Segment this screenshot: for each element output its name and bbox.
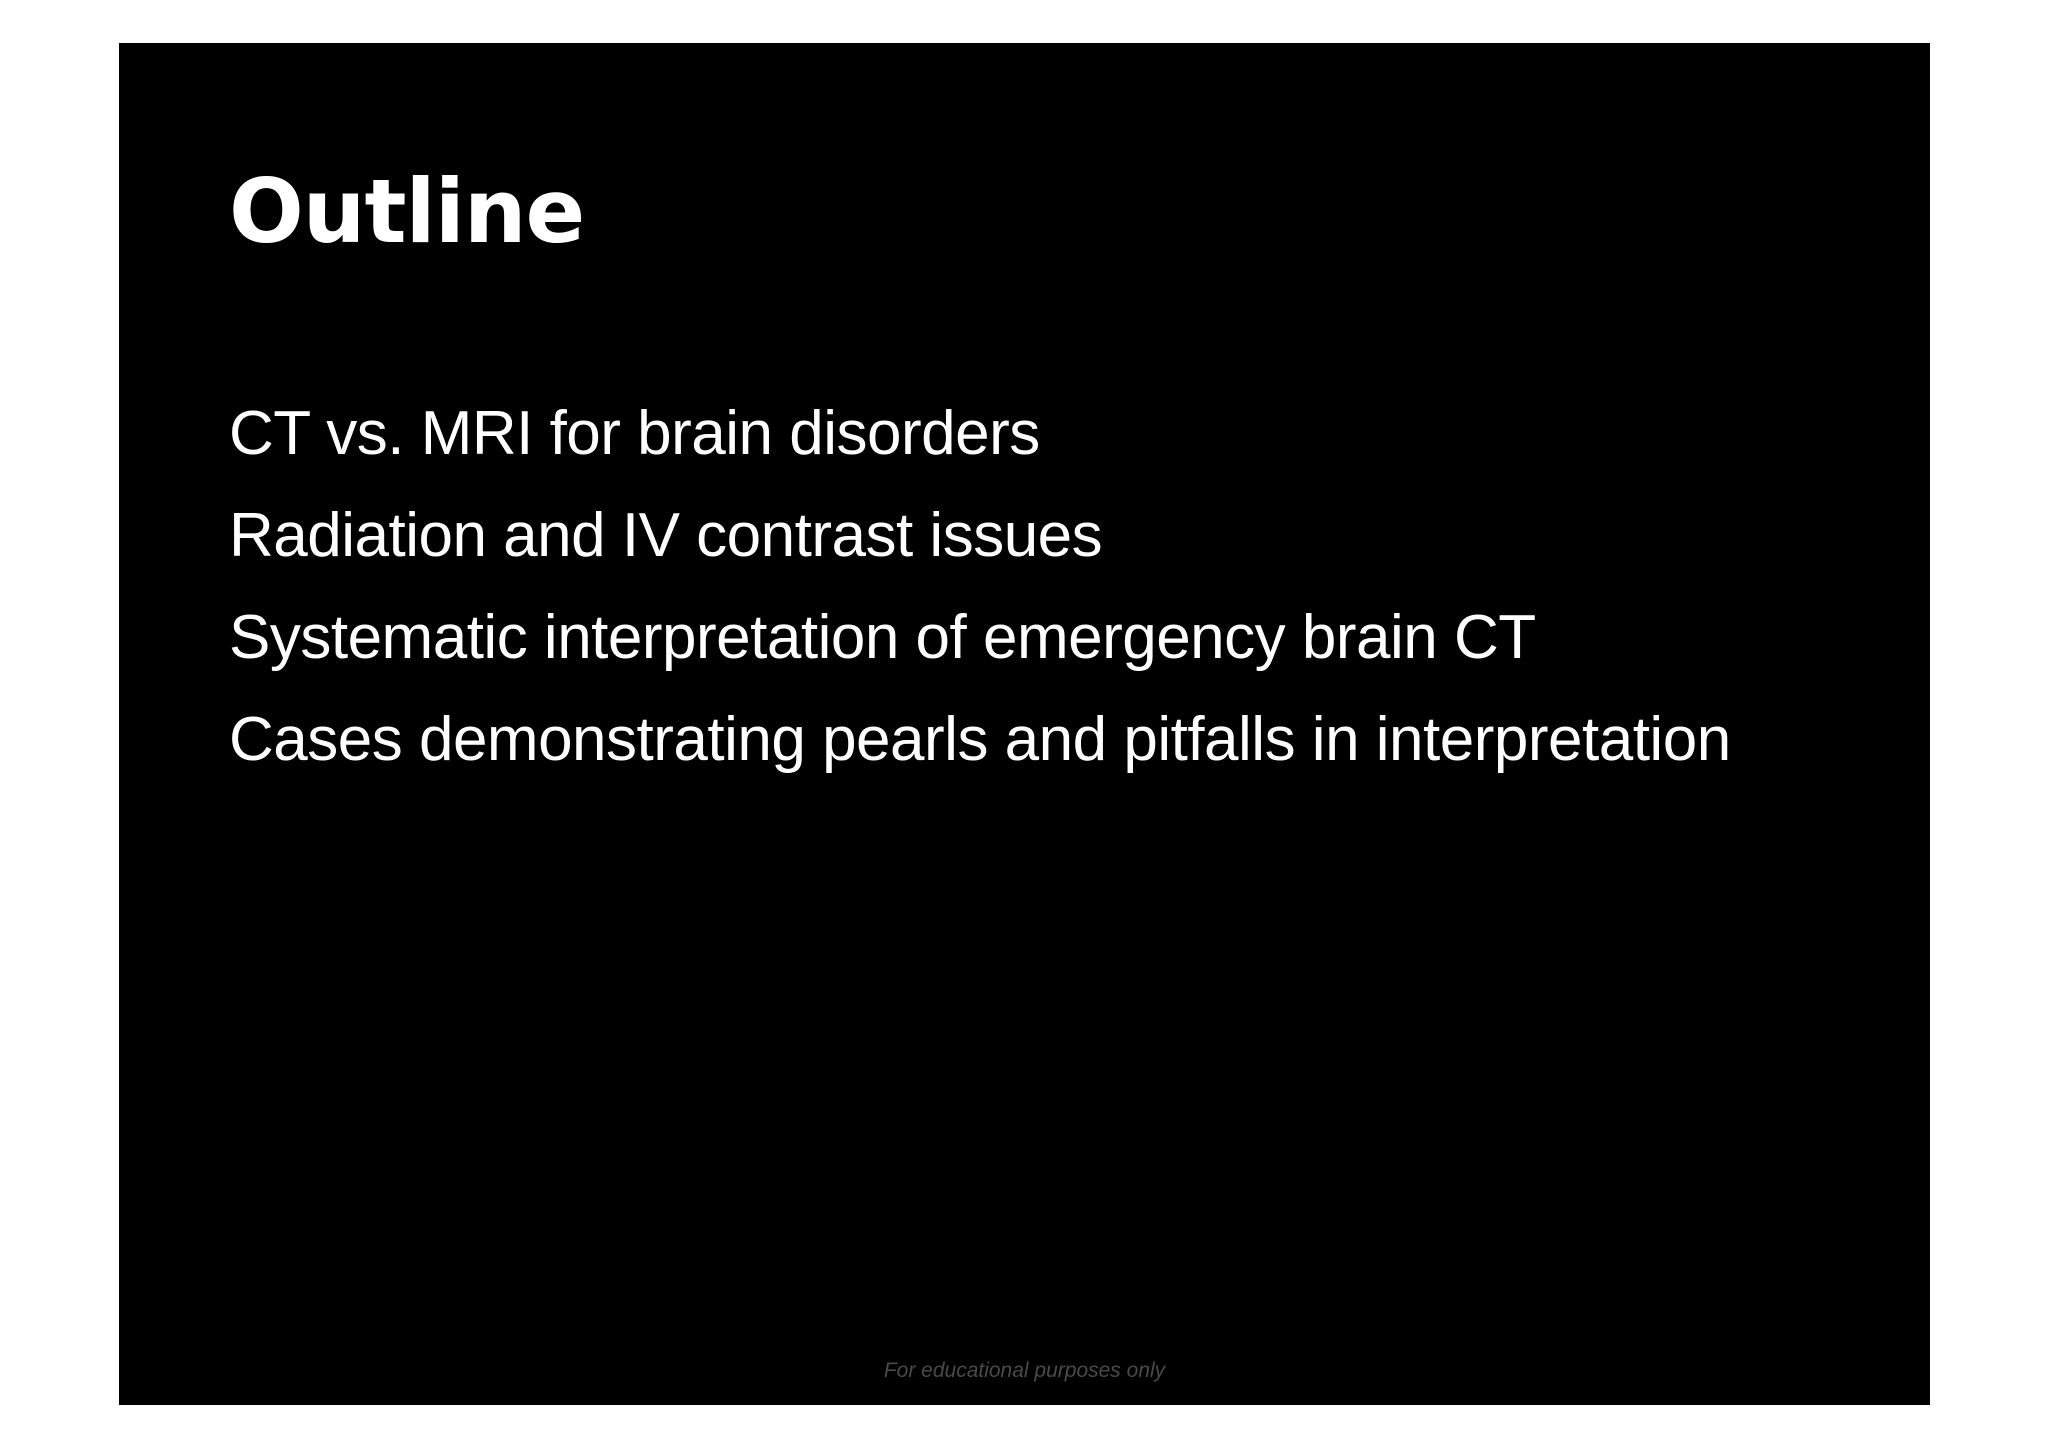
bullet-list (229, 383, 1731, 791)
footer-disclaimer: For educational purposes only (883, 1359, 1166, 1382)
bullet-item: Cases demonstrating pearls and pitfalls in interpretation (229, 705, 1731, 774)
bullet-item: Radiation and IV contrast issues (229, 501, 1103, 570)
slide-title: Outline (229, 160, 585, 263)
slide (119, 43, 1930, 1405)
bullet-item: CT vs. MRI for brain disorders (229, 399, 1040, 468)
bullet-item: Systematic interpretation of emergency brain CT (229, 603, 1536, 672)
